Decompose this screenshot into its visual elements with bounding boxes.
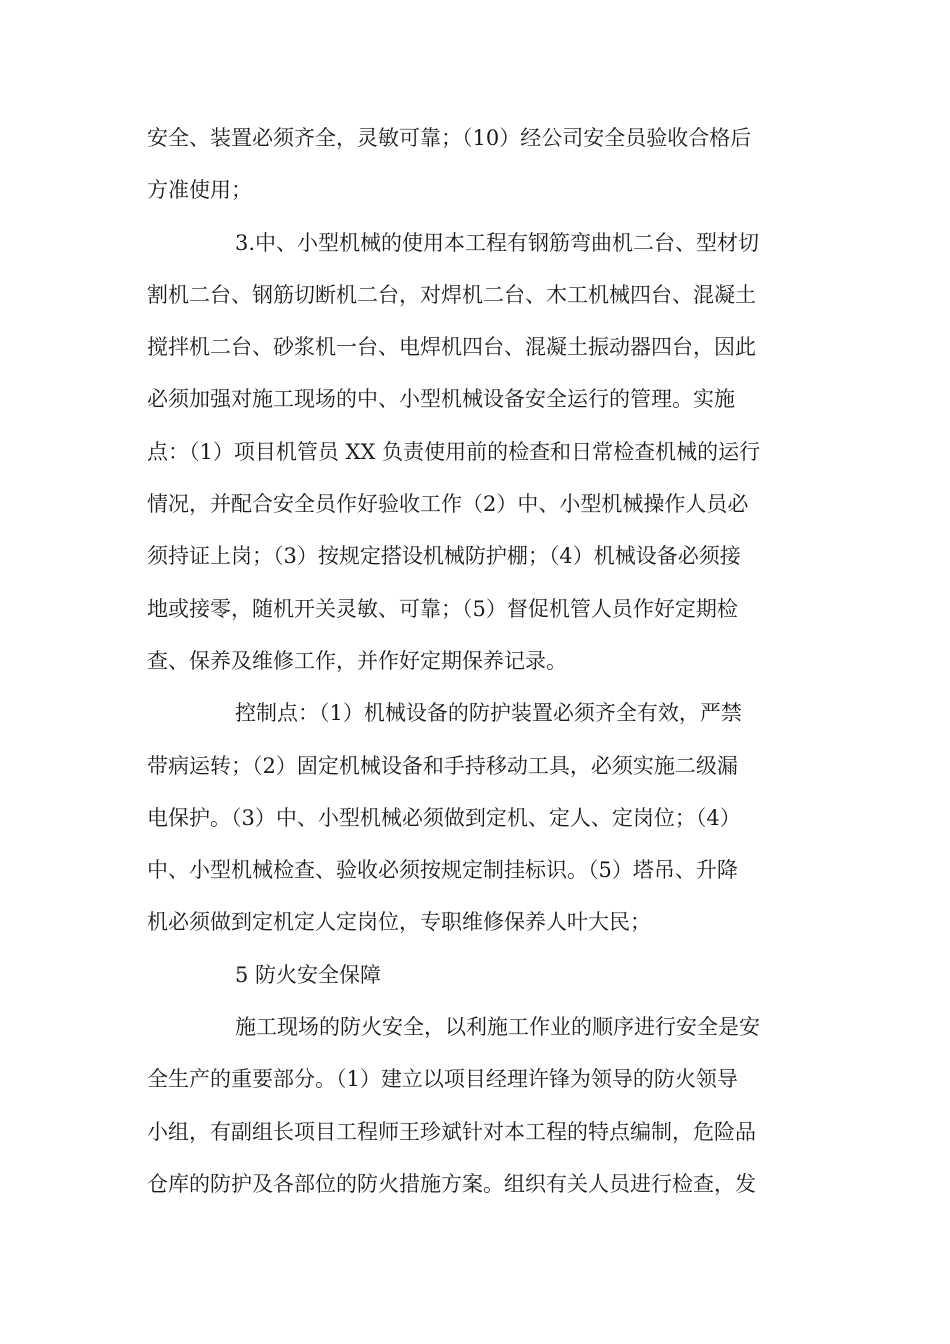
text-line: 点：（1）项目机管员 XX 负责使用前的检查和日常检查机械的运行 <box>147 439 761 464</box>
text-line: 情况，并配合安全员作好验收工作（2）中、小型机械操作人员必 <box>147 492 749 517</box>
paragraph-start-line: 施工现场的防火安全，以利施工作业的顺序进行安全是安 <box>235 1015 760 1040</box>
document-body <box>147 112 807 1210</box>
text-line: 安全、装置必须齐全，灵敏可靠；（10）经公司安全员验收合格后 <box>147 126 752 150</box>
paragraph-start-line: 3.中、小型机械的使用本工程有钢筋弯曲机二台、型材切 <box>235 230 760 255</box>
text-line: 中、小型机械检查、验收必须按规定制挂标识。（5）塔吊、升降 <box>147 858 738 883</box>
text-line: 方准使用； <box>147 178 252 203</box>
text-line: 须持证上岗；（3）按规定搭设机械防护棚；（4）机械设备必须接 <box>147 544 741 569</box>
text-line: 仓库的防护及各部位的防火措施方案。组织有关人员进行检查，发 <box>147 1171 756 1196</box>
text-line: 必须加强对施工现场的中、小型机械设备安全运行的管理。实施 <box>147 387 735 412</box>
text-line: 查、保养及维修工作，并作好定期保养记录。 <box>147 648 567 673</box>
text-line: 带病运转；（2）固定机械设备和手持移动工具，必须实施二级漏 <box>147 753 738 778</box>
paragraph-start-line: 控制点：（1）机械设备的防护装置必须齐全有效，严禁 <box>235 701 742 726</box>
text-line: 地或接零，随机开关灵敏、可靠；（5）督促机管人员作好定期检 <box>147 596 738 621</box>
text-line: 小组，有副组长项目工程师王珍斌针对本工程的特点编制，危险品 <box>147 1119 756 1144</box>
text-line: 全生产的重要部分。（1）建立以项目经理许锋为领导的防火领导 <box>147 1067 738 1092</box>
text-line: 机必须做到定机定人定岗位，专职维修保养人叶大民； <box>147 910 651 935</box>
section-heading: 5 防火安全保障 <box>235 962 382 987</box>
text-line: 割机二台、钢筋切断机二台，对焊机二台、木工机械四台、混凝土 <box>147 282 756 307</box>
text-line: 搅拌机二台、砂浆机一台、电焊机四台、混凝土振动器四台，因此 <box>147 335 756 360</box>
text-line: 电保护。（3）中、小型机械必须做到定机、定人、定岗位；（4） <box>147 805 741 830</box>
